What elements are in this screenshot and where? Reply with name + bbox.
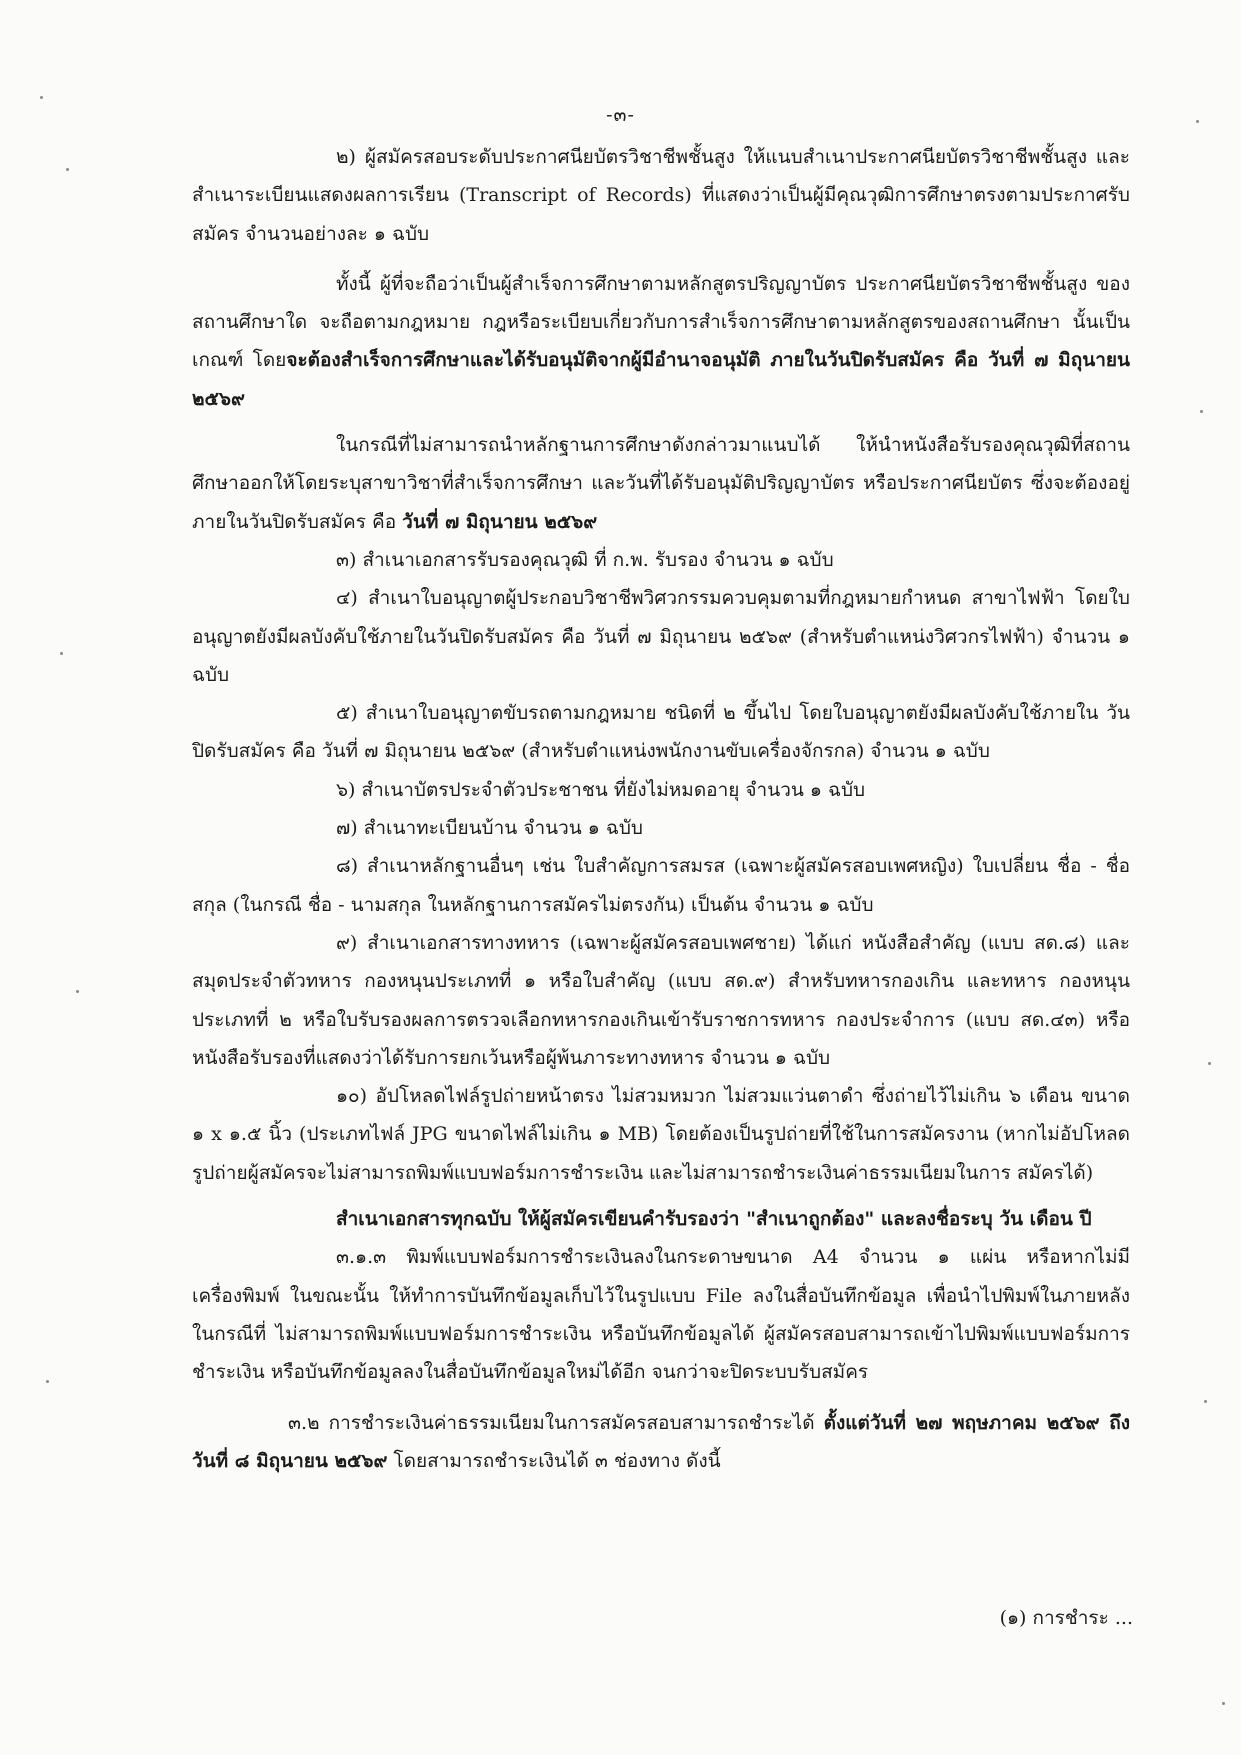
paragraph-item-10: ๑๐) อัปโหลดไฟล์รูปถ่ายหน้าตรง ไม่สวมหมวก ไม่สวมแว่นตาดำ ซึ่งถ่ายไว้ไม่เกิน ๖ เดือน ขนาด ๑ x ๑.๕ นิ้ว (ประเภทไฟล์ JPG ขนาดไฟล์ไม่เกิน ๑ MB) โดยต้องเป็นรูปถ่ายที่ใช้ในการสมัครงาน (หากไม่อัปโหลดรูปถ่ายผู้สมัครจะไม่สามารถพิมพ์แบบฟอร์มการชำระเงิน และไม่สามารถชำระเงินค่าธรรมเนียมในการ สมัครได้) [192, 1085, 1130, 1184]
scan-speck [76, 990, 79, 993]
paragraph-note-graduation [192, 265, 1130, 418]
continuation-text: (๑) การชำระ ... [999, 1607, 1133, 1629]
item-3-2-bold: ตั้งแต่วันที่ ๒๗ พฤษภาคม ๒๕๖๙ ถึงวันที่ ๘ มิถุนายน ๒๕๖๙ [192, 1411, 1130, 1472]
paragraph-item-3-1-3: ๓.๑.๓ พิมพ์แบบฟอร์มการชำระเงินลงในกระดาษขนาด A4 จำนวน ๑ แผ่น หรือหากไม่มีเครื่องพิมพ์ ในขณะนั้น ให้ทำการบันทึกข้อมูลเก็บไว้ในรูปแบบ File ลงในสื่อบันทึกข้อมูล เพื่อนำไปพิมพ์ในภายหลัง ในกรณีที่ ไม่สามารถพิมพ์แบบฟอร์มการชำระเงิน หรือบันทึกข้อมูลได้ ผู้สมัครสอบสามารถเข้าไปพิมพ์แบบฟอร์มการ ชำระเงิน หรือบันทึกข้อมูลลงในสื่อบันทึกข้อมูลใหม่ได้อีก จนกว่าจะปิดระบบรับสมัคร [192, 1246, 1130, 1384]
scan-speck [1204, 1400, 1207, 1403]
paragraph-item-6: ๖) สำเนาบัตรประจำตัวประชาชน ที่ยังไม่หมดอายุ จำนวน ๑ ฉบับ [336, 778, 866, 801]
paragraph-item-8: ๘) สำเนาหลักฐานอื่นๆ เช่น ใบสำคัญการสมรส (เฉพาะผู้สมัครสอบเพศหญิง) ใบเปลี่ยน ชื่อ - ชื่อสกุล (ในกรณี ชื่อ - นามสกุล ในหลักฐานการสมัครไม่ตรงกัน) เป็นต้น จำนวน ๑ ฉบับ [192, 855, 1130, 916]
item-3-2-text: ๓.๒ การชำระเงินค่าธรรมเนียมในการสมัครสอบสามารถชำระได้ [288, 1411, 824, 1434]
scan-speck [1208, 1062, 1211, 1065]
paragraph-item-7: ๗) สำเนาทะเบียนบ้าน จำนวน ๑ ฉบับ [336, 817, 643, 840]
paragraph-item-3: ๓) สำเนาเอกสารรับรองคุณวุฒิ ที่ ก.พ. รับรอง จำนวน ๑ ฉบับ [336, 548, 834, 571]
note-graduation-bold: จะต้องสำเร็จการศึกษาและได้รับอนุมัติจากผู้มีอำนาจอนุมัติ ภายในวันปิดรับสมัคร คือ วันที่ ๗ มิถุนายน ๒๕๖๙ [192, 349, 1130, 410]
paragraph-item-3-2 [192, 1404, 1130, 1481]
scan-speck [60, 652, 63, 655]
paragraph-item-9: ๙) สำเนาเอกสารทางทหาร (เฉพาะผู้สมัครสอบเพศชาย) ได้แก่ หนังสือสำคัญ (แบบ สด.๘) และสมุดประจำตัวทหาร กองหนุนประเภทที่ ๑ หรือใบสำคัญ (แบบ สด.๙) สำหรับทหารกองเกิน และทหาร กองหนุนประเภทที่ ๒ หรือใบรับรองผลการตรวจเลือกทหารกองเกินเข้ารับราชการทหาร กองประจำการ (แบบ สด.๔๓) หรือหนังสือรับรองที่แสดงว่าได้รับการยกเว้นหรือผู้พ้นภาระทางทหาร จำนวน ๑ ฉบับ [192, 931, 1130, 1069]
scan-speck [40, 96, 43, 99]
note-graduation-text: ทั้งนี้ ผู้ที่จะถือว่าเป็นผู้สำเร็จการศึกษาตามหลักสูตรปริญญาบัตร ประกาศนียบัตรวิชาชีพชั้นสูง ของสถานศึกษาใด จะถือตามกฎหมาย กฎหรือระเบียบเกี่ยวกับการสำเร็จการศึกษาตามหลักสูตรของสถานศึกษา นั้นเป็นเกณฑ์ โดย [192, 272, 1130, 372]
note-certificate-text: ในกรณีที่ไม่สามารถนำหลักฐานการศึกษาดังกล่าวมาแนบได้ ให้นำหนังสือรับรองคุณวุฒิที่สถานศึกษาออกให้โดยระบุสาขาวิชาที่สำเร็จการศึกษา และวันที่ได้รับอนุมัติปริญญาบัตร หรือประกาศนียบัตร ซึ่งจะต้องอยู่ภายในวันปิดรับสมัคร คือ [192, 434, 1130, 533]
scan-speck [66, 168, 69, 171]
scan-speck [1200, 410, 1203, 413]
note-certificate-bold: วันที่ ๗ มิถุนายน ๒๕๖๙ [402, 510, 598, 533]
paragraph-certify-copies: สำเนาเอกสารทุกฉบับ ให้ผู้สมัครเขียนคำรับรองว่า "สำเนาถูกต้อง" และลงชื่อระบุ วัน เดือน ปี [336, 1208, 1092, 1231]
paragraph-item-2: ๒) ผู้สมัครสอบระดับประกาศนียบัตรวิชาชีพชั้นสูง ให้แนบสำเนาประกาศนียบัตรวิชาชีพชั้นสูง และสำเนาระเบียนแสดงผลการเรียน (Transcript of Records) ที่แสดงว่าเป็นผู้มีคุณวุฒิการศึกษาตรงตามประกาศรับสมัคร จำนวนอย่างละ ๑ ฉบับ [192, 146, 1130, 245]
document-body [192, 138, 1130, 1480]
scan-speck [1222, 1702, 1225, 1705]
paragraph-item-5: ๕) สำเนาใบอนุญาตขับรถตามกฎหมาย ชนิดที่ ๒ ขึ้นไป โดยใบอนุญาตยังมีผลบังคับใช้ภายใน วันปิดรับสมัคร คือ วันที่ ๗ มิถุนายน ๒๕๖๙ (สำหรับตำแหน่งพนักงานขับเครื่องจักรกล) จำนวน ๑ ฉบับ [192, 702, 1130, 763]
scan-speck [46, 1380, 49, 1383]
item-3-2-text-after: โดยสามารถชำระเงินได้ ๓ ช่องทาง ดังนี้ [387, 1449, 721, 1472]
paragraph-note-certificate [192, 426, 1130, 541]
paragraph-item-4: ๔) สำเนาใบอนุญาตผู้ประกอบวิชาชีพวิศวกรรมควบคุมตามที่กฎหมายกำหนด สาขาไฟฟ้า โดยใบอนุญาตยังมีผลบังคับใช้ภายในวันปิดรับสมัคร คือ วันที่ ๗ มิถุนายน ๒๕๖๙ (สำหรับตำแหน่งวิศวกรไฟฟ้า) จำนวน ๑ ฉบับ [192, 587, 1130, 686]
page-number: -๓- [606, 104, 635, 126]
